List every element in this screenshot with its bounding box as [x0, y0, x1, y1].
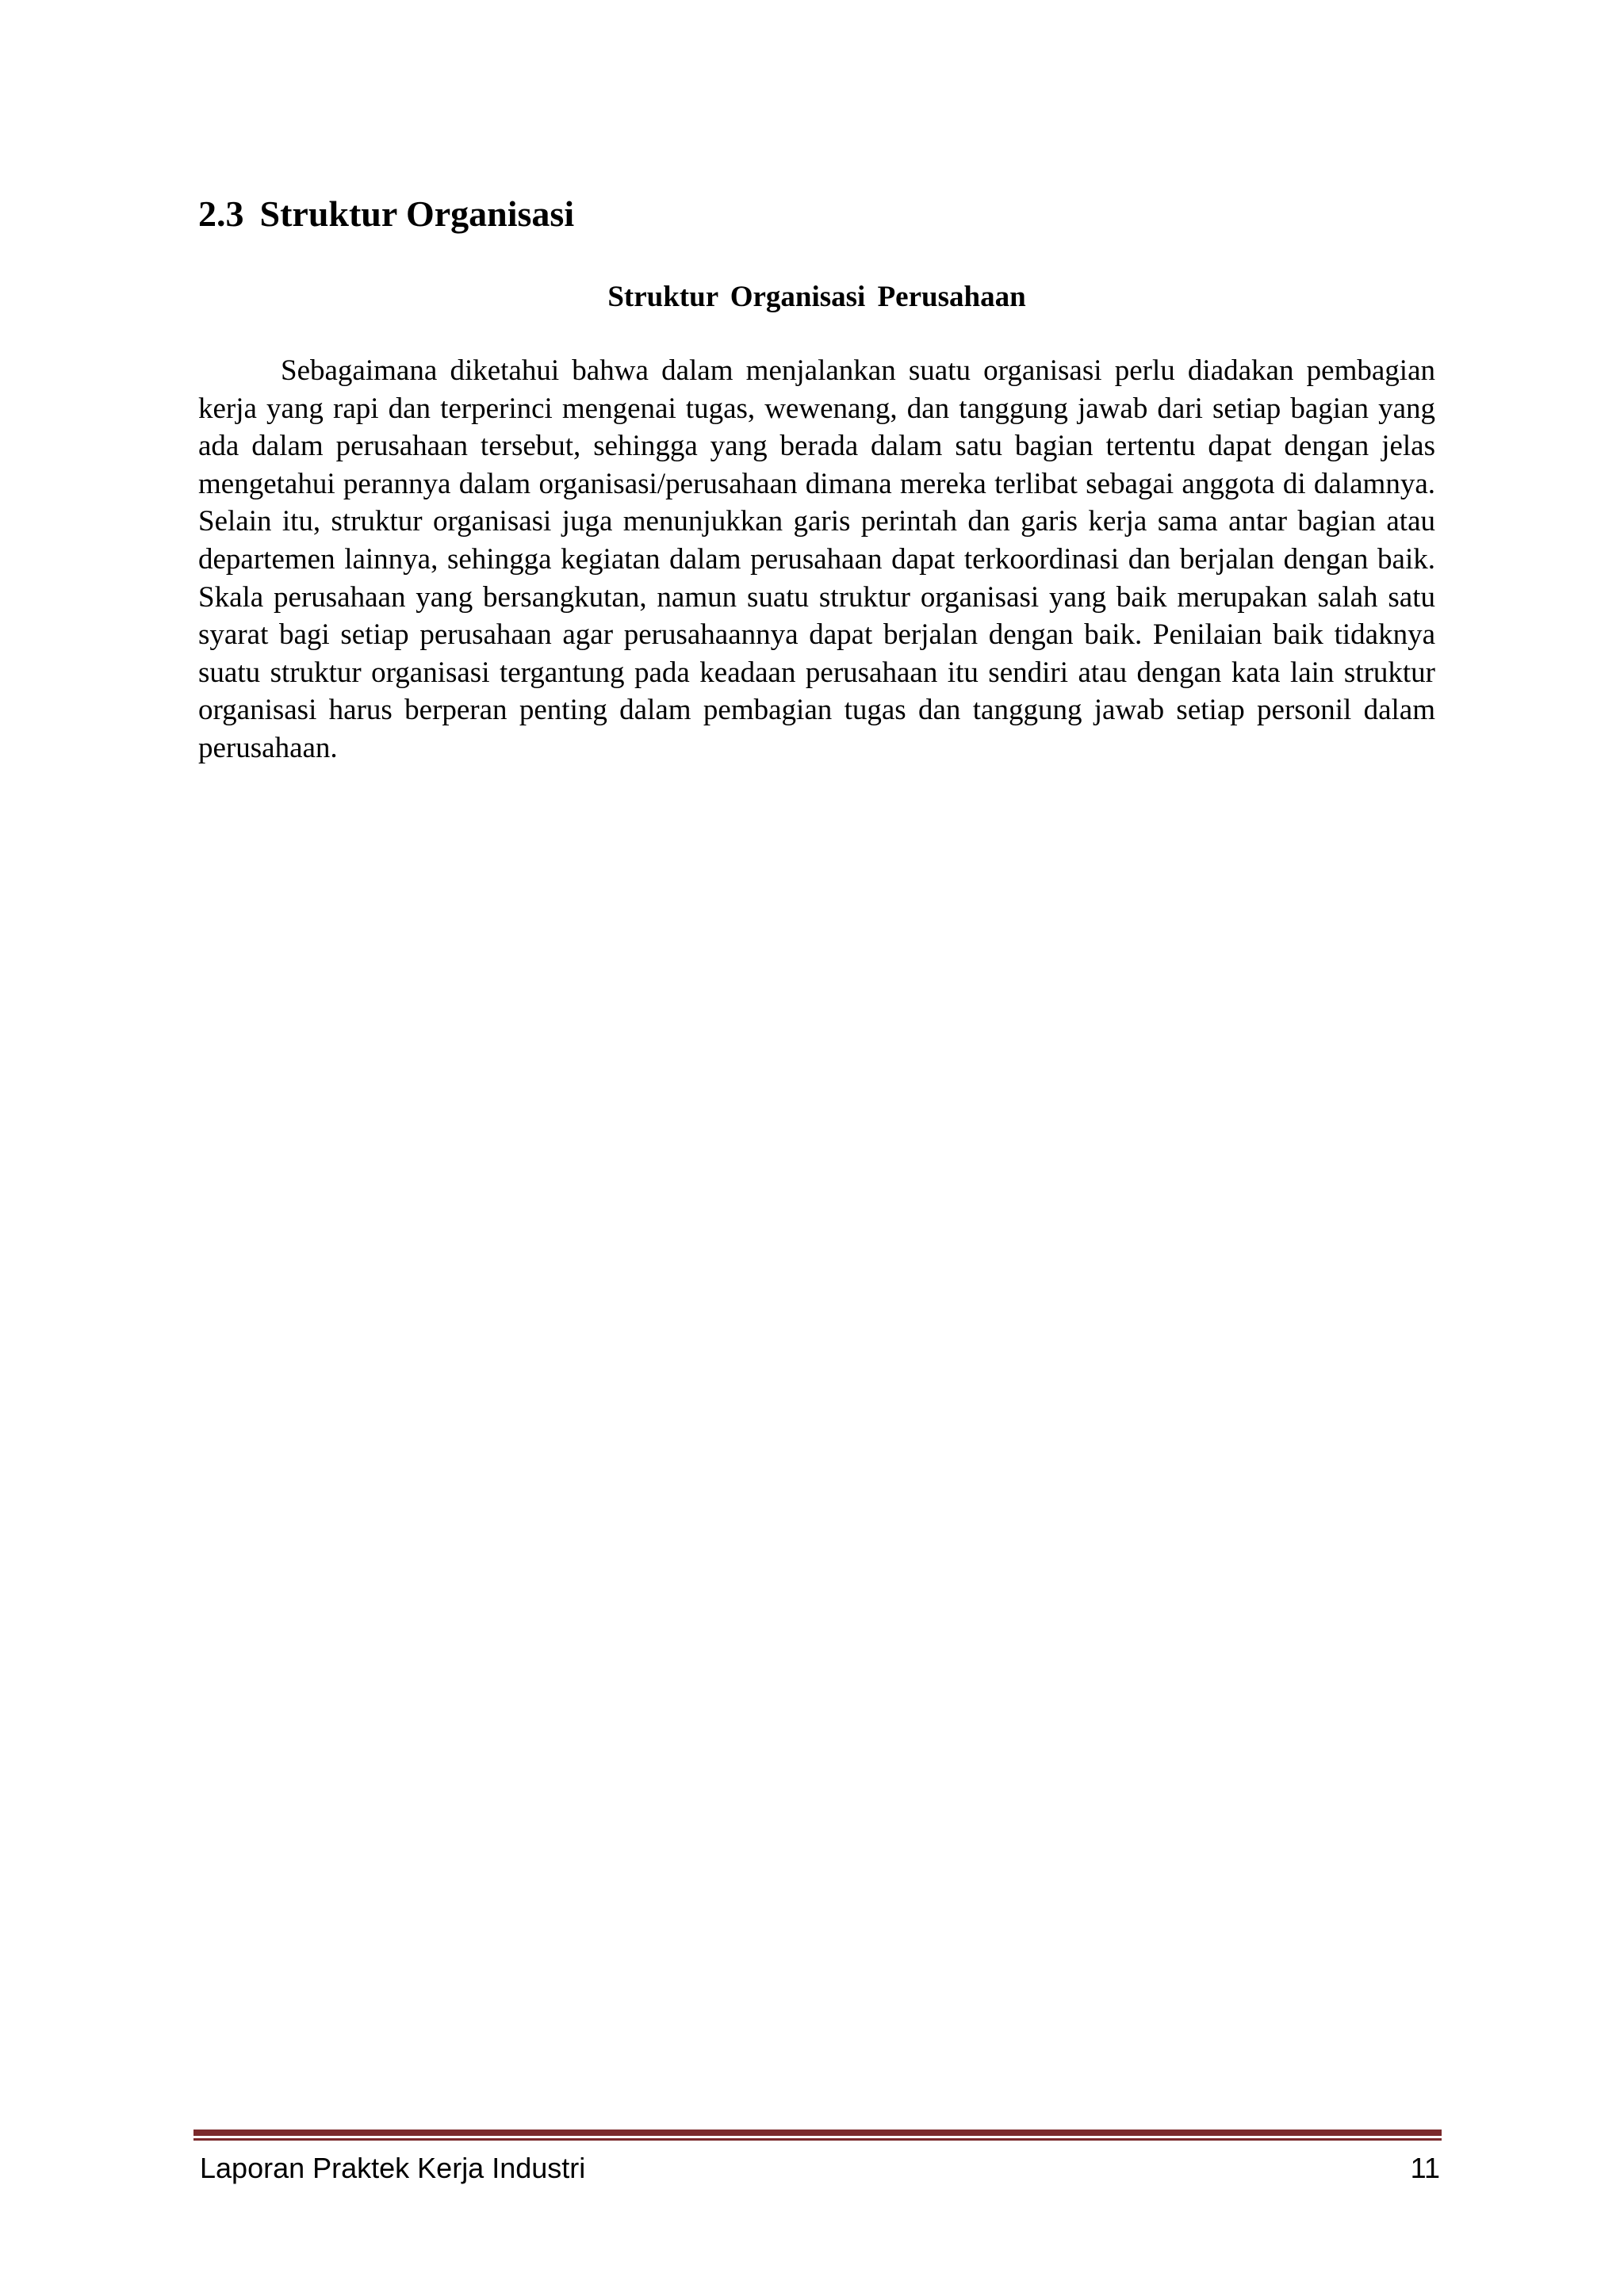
sub-heading: Struktur Organisasi Perusahaan	[607, 281, 1026, 313]
body-paragraph: Sebagaimana diketahui bahwa dalam menjalankan suatu organisasi perlu diadakan pembagian kerja yang rapi dan terperinci mengenai tugas, wewenang, dan tanggung jawab dari setiap bagian yang ada dalam perusahaan tersebut, sehingga yang berada dalam satu bagian tertentu dapat dengan jelas mengetahui perannya dalam organisasi/perusahaan dimana mereka terlibat sebagai anggota di dalamnya. Selain itu, struktur organisasi juga menunjukkan garis perintah dan garis kerja sama antar bagian atau departemen lainnya, sehingga kegiatan dalam perusahaan dapat terkoordinasi dan berjalan dengan baik. Skala perusahaan yang bersangkutan, namun suatu struktur organisasi yang baik merupakan salah satu syarat bagi setiap perusahaan agar perusahaannya dapat berjalan dengan baik. Penilaian baik tidaknya suatu struktur organisasi tergantung pada keadaan perusahaan itu sendiri atau dengan kata lain struktur organisasi harus berperan penting dalam pembagian tugas dan tanggung jawab setiap personil dalam perusahaan.	[198, 354, 1435, 764]
section-title: Struktur Organisasi	[259, 193, 575, 234]
section-heading	[198, 190, 574, 238]
footer-divider-thick	[193, 2130, 1442, 2136]
footer-divider-thin	[193, 2138, 1442, 2141]
page-number: 11	[1410, 2152, 1440, 2184]
footer-title: Laporan Praktek Kerja Industri	[200, 2152, 586, 2184]
section-number: 2.3	[198, 193, 244, 234]
footer-divider	[193, 2130, 1442, 2142]
